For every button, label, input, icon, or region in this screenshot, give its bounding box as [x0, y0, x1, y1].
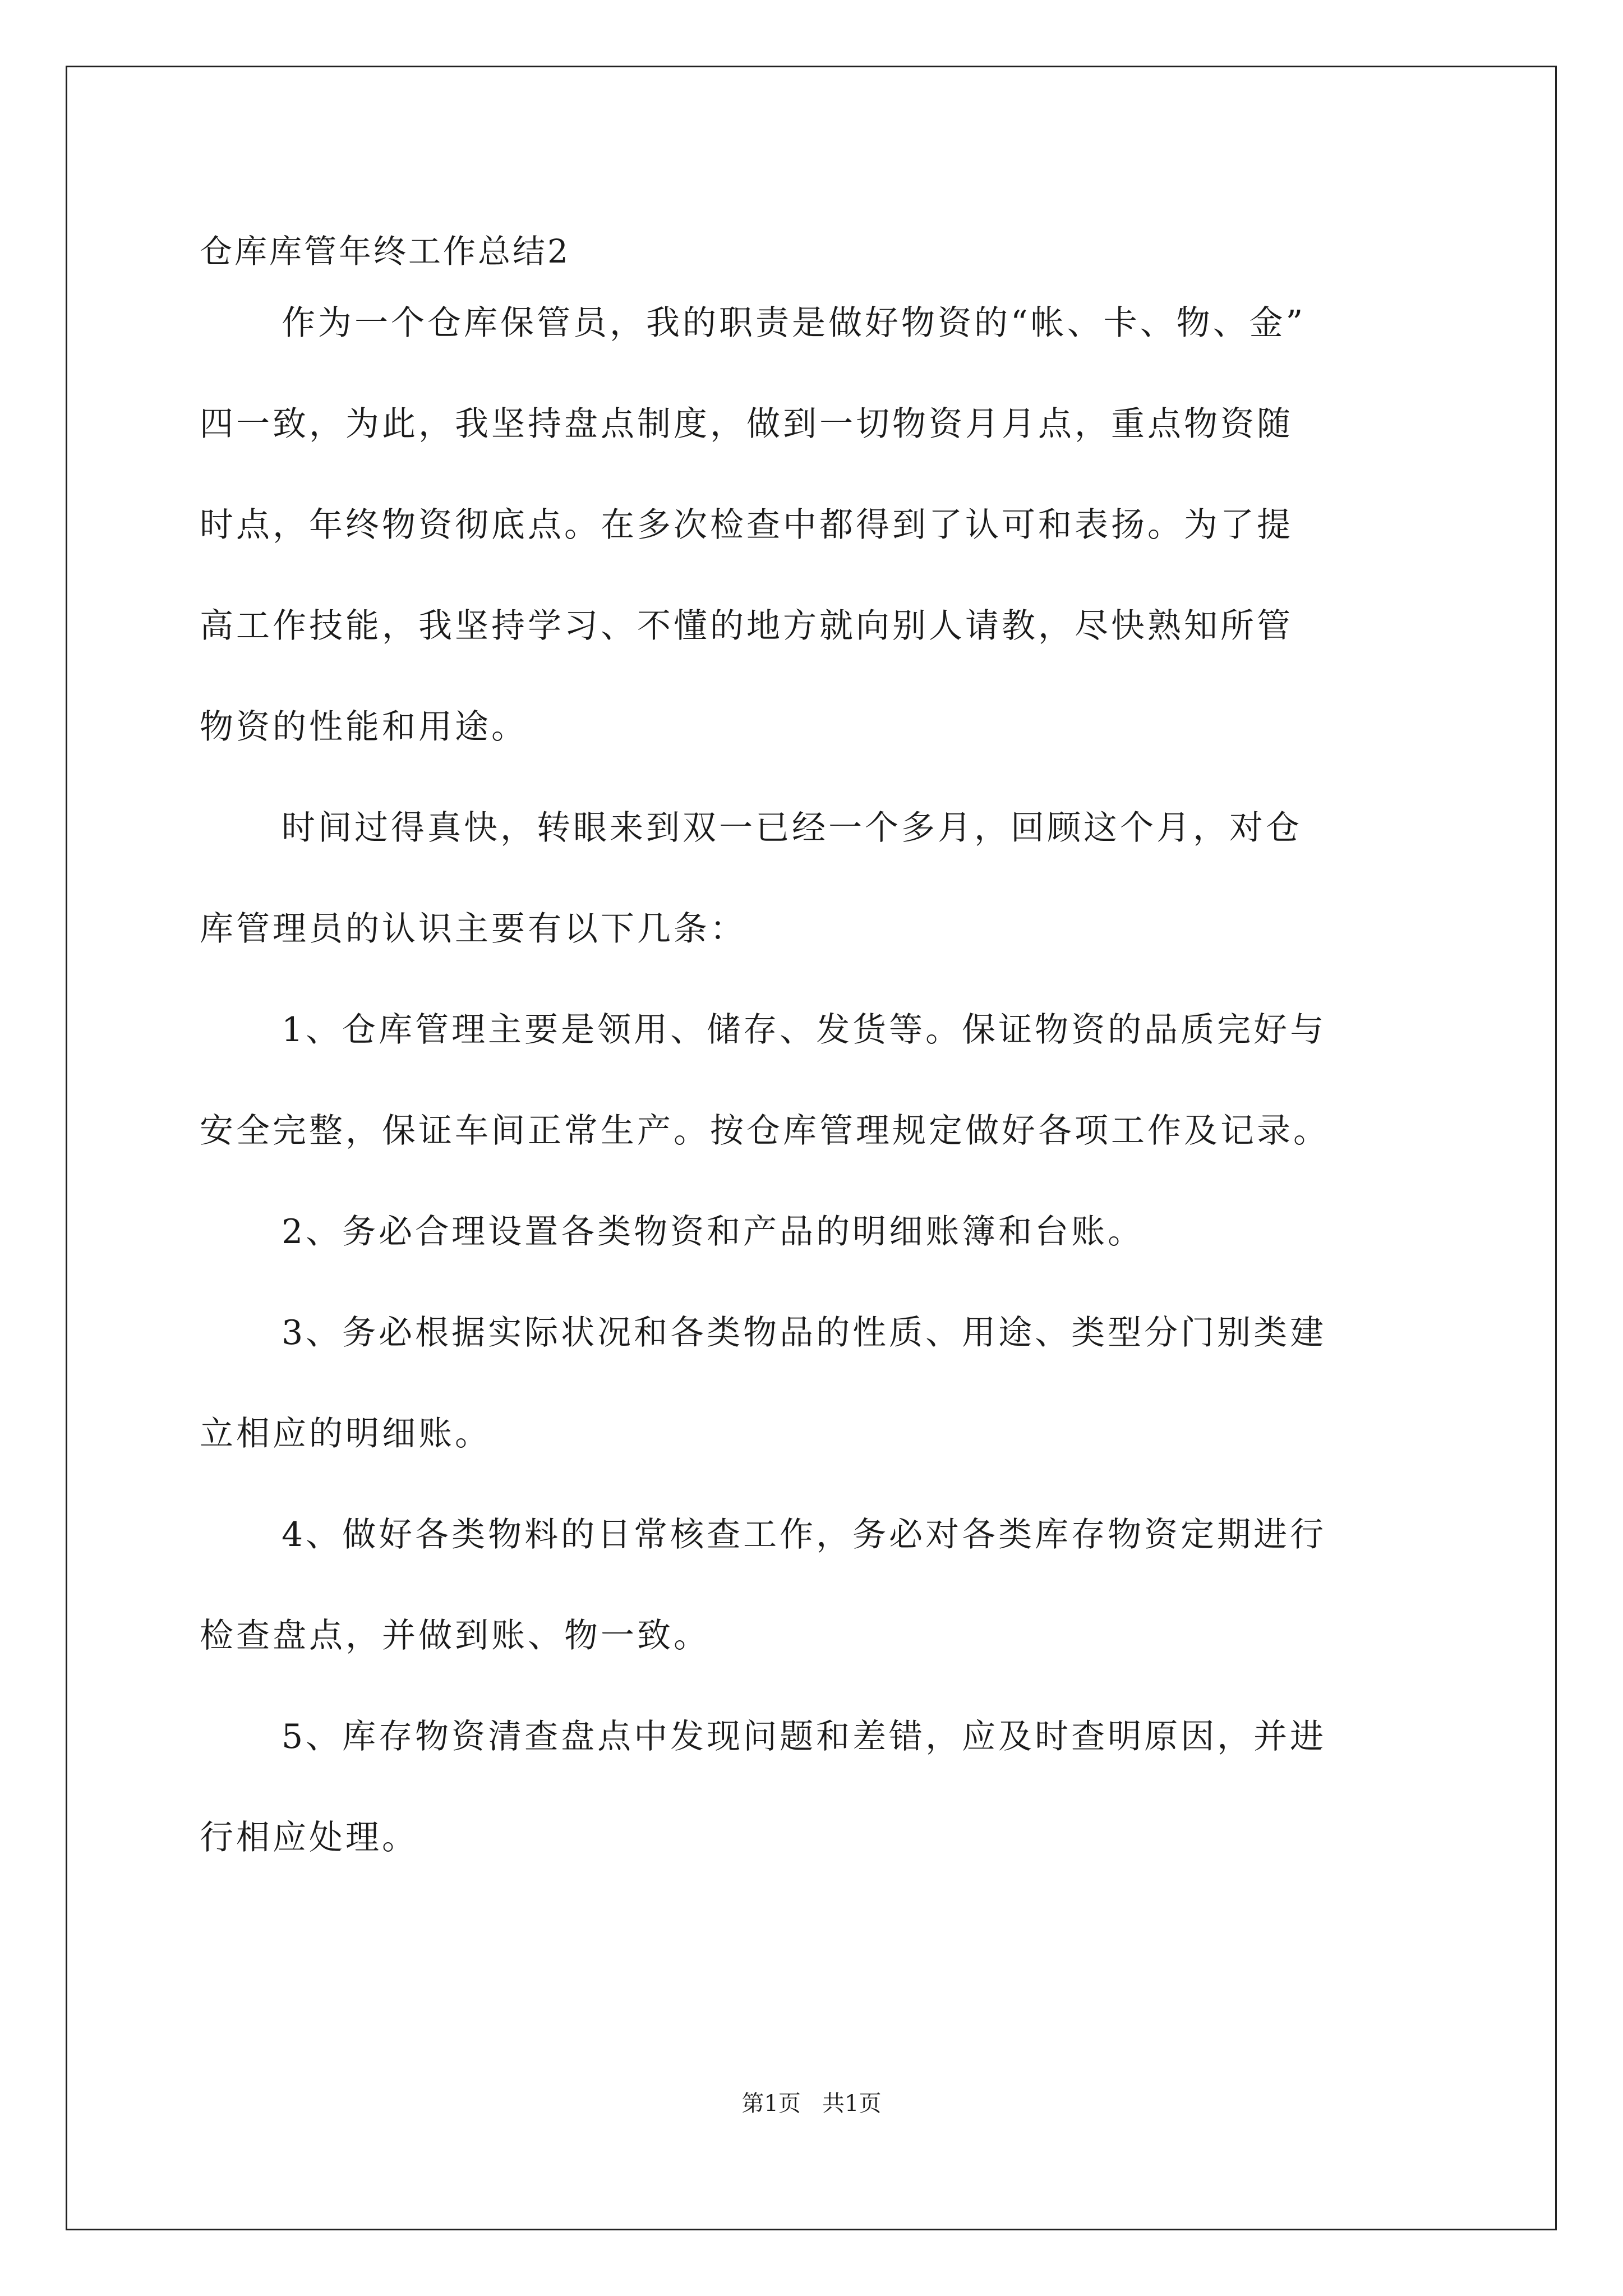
paragraph-line: 作为一个仓库保管员，我的职责是做好物资的“帐、卡、物、金” — [282, 303, 1306, 343]
paragraph-line: 时间过得真快，转眼来到双一已经一个多月，回顾这个月，对仓 — [282, 808, 1302, 848]
paragraph-line: 2、务必合理设置各类物资和产品的明细账簿和台账。 — [282, 1212, 1145, 1251]
paragraph-line: 物资的性能和用途。 — [200, 707, 528, 747]
paragraph-line: 4、做好各类物料的日常核查工作，务必对各类库存物资定期进行 — [282, 1515, 1327, 1554]
paragraph-line: 1、仓库管理主要是领用、储存、发货等。保证物资的品质完好与 — [282, 1010, 1327, 1050]
paragraph-line: 行相应处理。 — [200, 1818, 418, 1857]
paragraph-line: 3、务必根据实际状况和各类物品的性质、用途、类型分门别类建 — [282, 1313, 1327, 1352]
paragraph-line: 时点，年终物资彻底点。在多次检查中都得到了认可和表扬。为了提 — [200, 505, 1293, 545]
paragraph-line: 5、库存物资清查盘点中发现问题和差错，应及时查明原因，并进 — [282, 1717, 1327, 1756]
paragraph-line: 四一致，为此，我坚持盘点制度，做到一切物资月月点，重点物资随 — [200, 404, 1293, 444]
paragraph-line: 高工作技能，我坚持学习、不懂的地方就向别人请教，尽快熟知所管 — [200, 606, 1293, 646]
paragraph-line: 立相应的明细账。 — [200, 1414, 491, 1453]
paragraph-line: 库管理员的认识主要有以下几条： — [200, 909, 746, 949]
document-title: 仓库库管年终工作总结2 — [200, 232, 570, 270]
paragraph-line: 检查盘点，并做到账、物一致。 — [200, 1616, 710, 1655]
page-number-footer: 第1页 共1页 — [741, 2091, 882, 2116]
paragraph-line: 安全完整，保证车间正常生产。按仓库管理规定做好各项工作及记录。 — [200, 1111, 1330, 1151]
